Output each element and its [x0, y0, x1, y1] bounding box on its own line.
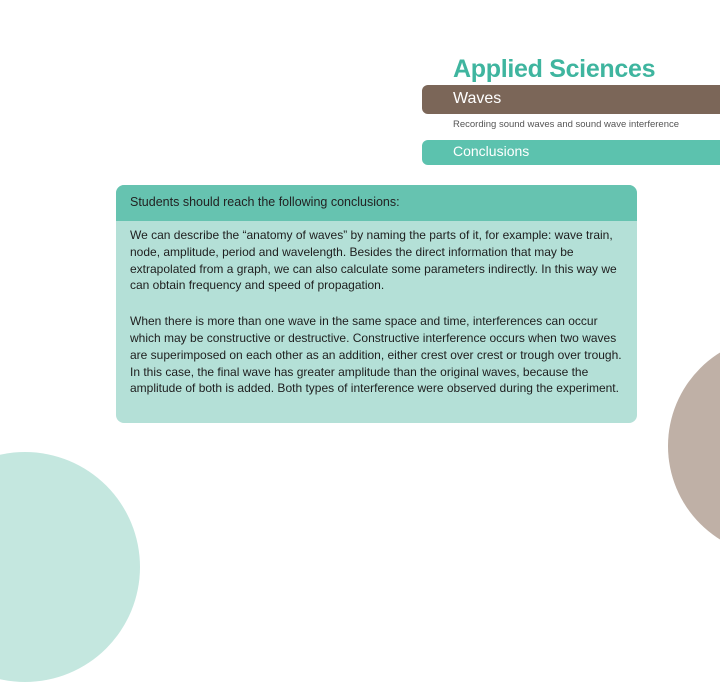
slide-title: Conclusions: [453, 143, 530, 159]
card-heading: Students should reach the following conclusions:: [116, 185, 637, 221]
decorative-circle-teal: [0, 452, 140, 682]
slide-title-bar: [422, 140, 720, 165]
conclusion-paragraph-1: We can describe the “anatomy of waves” by naming the parts of it, for example: wave train, node, amplitude, period and wavelength. Besides the direct information that may be extrapolated from a graph, we can also calculate some parameters indirectly. In this way we can obtain frequency and speed of propagation.: [130, 228, 617, 293]
section-bar: [422, 85, 720, 114]
section-title: Waves: [453, 90, 502, 107]
card-body: [116, 221, 637, 397]
conclusions-card: [116, 185, 637, 423]
decorative-circle-tan: [668, 336, 720, 556]
brand-logo-text: Applied Sciences: [453, 55, 656, 83]
conclusion-paragraph-2: When there is more than one wave in the same space and time, interferences can occur which may be constructive or destructive. Constructive interference occurs when two waves are superimposed on each other as an addition, either crest over crest or trough over trough. In this case, the final wave has greater amplitude than the original waves, because the amplitude of both is added. Both types of interference were observed during the experiment.: [130, 314, 622, 396]
section-subtitle: Recording sound waves and sound wave interference: [453, 119, 680, 130]
